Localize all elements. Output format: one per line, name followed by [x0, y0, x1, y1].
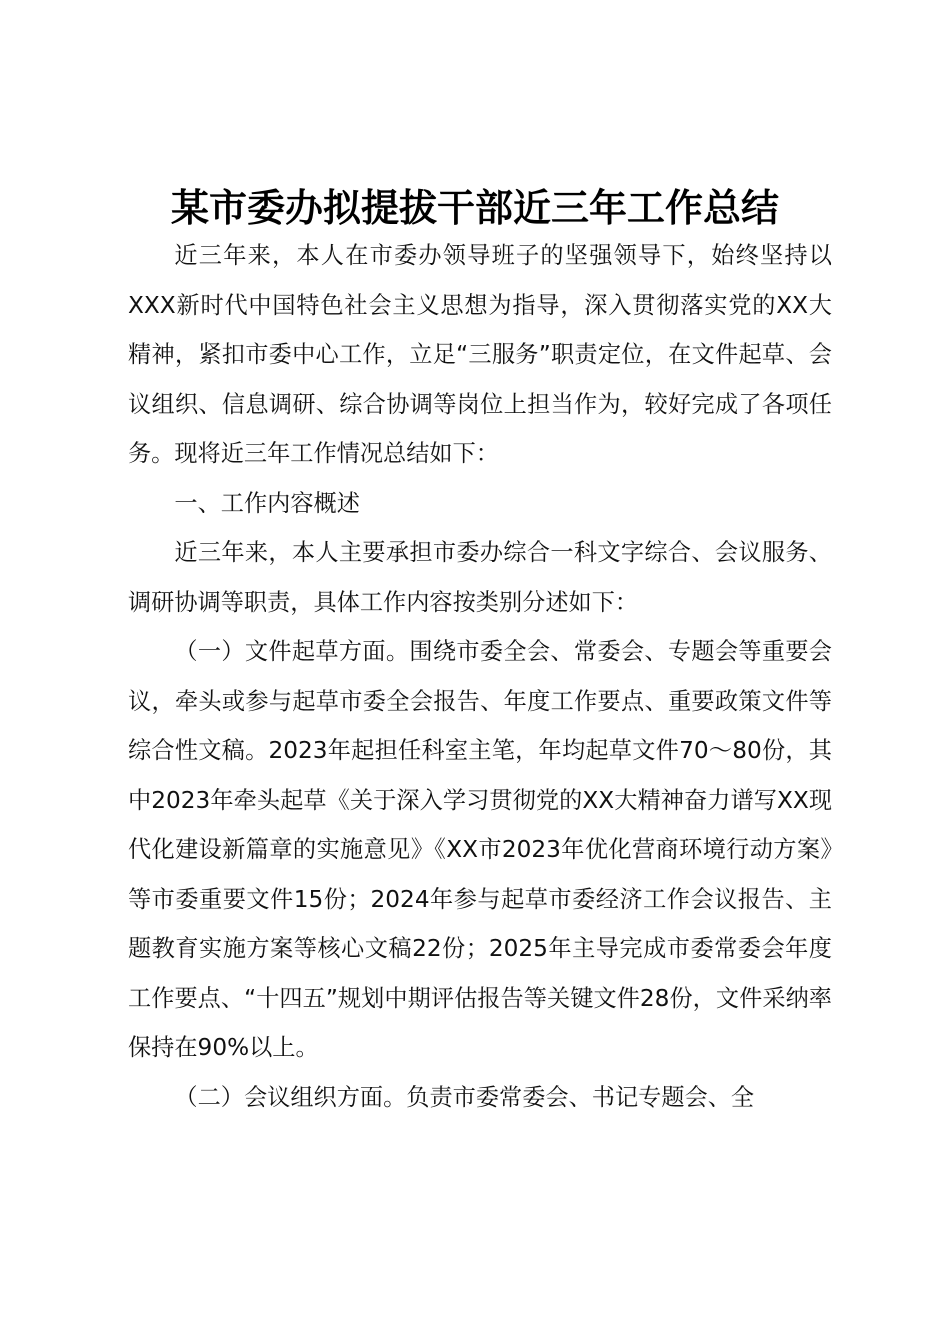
overview-paragraph: 近三年来，本人主要承担市委办综合一科文字综合、会议服务、调研协调等职责，具体工作内容按类别分述如下：	[128, 539, 832, 616]
intro-paragraph: 近三年来，本人在市委办领导班子的坚强领导下，始终坚持以XXX新时代中国特色社会主义思想为指导，深入贯彻落实党的XX大精神，紧扣市委中心工作，立足“三服务”职责定位，在文件起草、会议组织、信息调研、综合协调等岗位上担当作为，较好完成了各项任务。现将近三年工作情况总结如下：	[128, 242, 832, 467]
drafting-paragraph: （一）文件起草方面。围绕市委全会、常委会、专题会等重要会议，牵头或参与起草市委全会报告、年度工作要点、重要政策文件等综合性文稿。2023年起担任科室主笔，年均起草文件70～80份，其中2023年牵头起草《关于深入学习贯彻党的XX大精神奋力谱写XX现代化建设新篇章的实施意见》《XX市2023年优化营商环境行动方案》等市委重要文件15份；2024年参与起草市委经济工作会议报告、主题教育实施方案等核心文稿22份；2025年主导完成市委常委会年度工作要点、“十四五”规划中期评估报告等关键文件28份，文件采纳率保持在90%以上。	[128, 638, 832, 1061]
meeting-paragraph: （二）会议组织方面。负责市委常委会、书记专题会、全	[174, 1083, 755, 1111]
document-body	[128, 231, 832, 1122]
section-heading-work-overview: 一、工作内容概述	[174, 489, 360, 517]
document-title: 某市委办拟提拔干部近三年工作总结	[170, 185, 779, 230]
